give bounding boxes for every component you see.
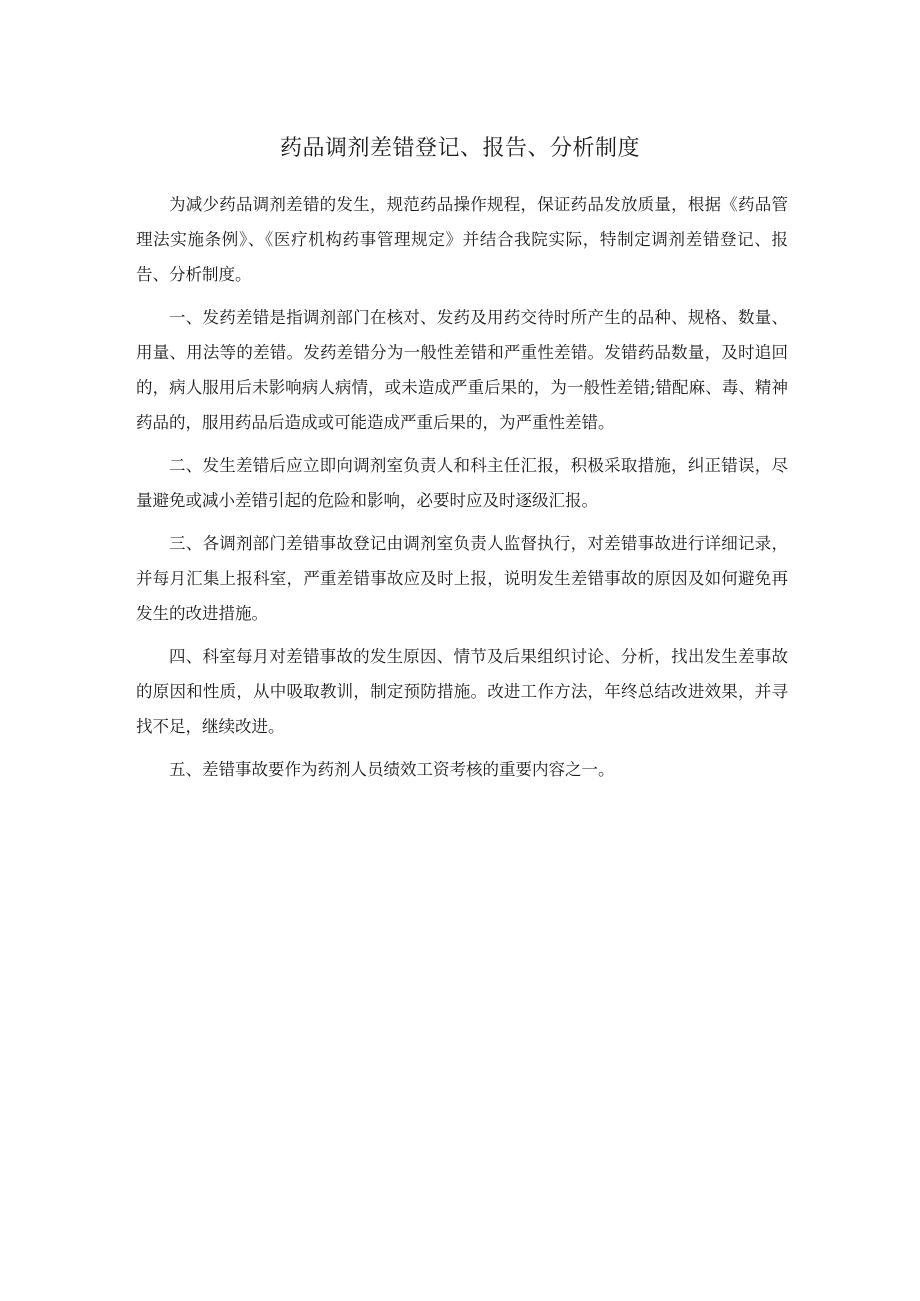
paragraph-5: 五、差错事故要作为药剂人员绩效工资考核的重要内容之一。 [169,760,615,779]
document-title: 药品调剂差错登记、报告、分析制度 [279,136,640,161]
paragraph-intro: 为减少药品调剂差错的发生，规范药品操作规程，保证药品发放质量，根据《药品管理法实施条例》、《医疗机构药事管理规定》并结合我院实际，特制定调剂差错登记、报告、分析制度。 [136,195,788,284]
document-body [136,187,788,795]
paragraph-1: 一、发药差错是指调剂部门在核对、发药及用药交待时所产生的品种、规格、数量、用量、用法等的差错。发药差错分为一般性差错和严重性差错。发错药品数量，及时追回的，病人服用后未影响病人病情，或未造成严重后果的，为一般性差错;错配麻、毒、精神药品的，服用药品后造成或可能造成严重后果的，为严重性差错。 [136,308,788,432]
paragraph-3: 三、各调剂部门差错事故登记由调剂室负责人监督执行，对差错事故进行详细记录，并每月汇集上报科室，严重差错事故应及时上报，说明发生差错事故的原因及如何避免再发生的改进措施。 [136,534,788,623]
paragraph-2: 二、发生差错后应立即向调剂室负责人和科主任汇报，积极采取措施，纠正错误，尽量避免或减小差错引起的危险和影响，必要时应及时逐级汇报。 [136,456,788,510]
paragraph-4: 四、科室每月对差错事故的发生原因、情节及后果组织讨论、分析，找出发生差事故的原因和性质，从中吸取教训，制定预防措施。改进工作方法，年终总结改进效果，并寻找不足，继续改进。 [136,647,788,736]
